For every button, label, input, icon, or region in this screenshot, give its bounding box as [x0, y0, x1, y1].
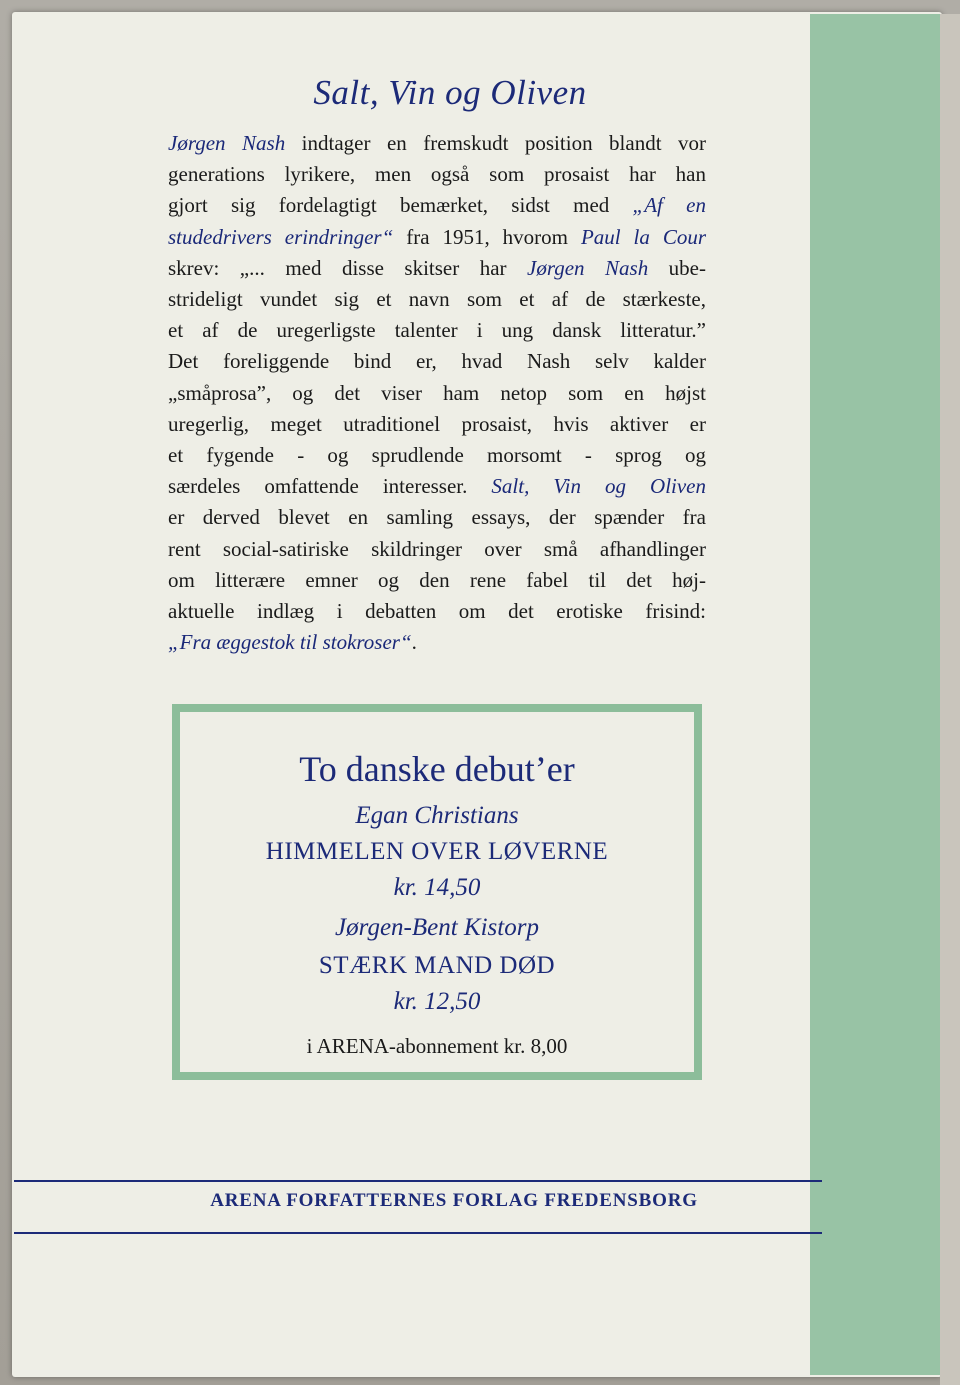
text-run: „småprosa”, og det viser ham netop som en højst	[168, 380, 706, 405]
italic-run: Jørgen Nash	[527, 255, 649, 280]
italic-run: Paul la Cour	[580, 224, 706, 249]
text-run: rent social-satiriske skildringer over små afhandlinger	[168, 536, 706, 561]
blurb-line	[168, 565, 706, 596]
blurb-line	[168, 315, 706, 346]
book-title-entry: STÆRK MAND DØD	[318, 952, 556, 979]
text-run: Det foreliggende bind er, hvad Nash selv kalder	[168, 349, 706, 374]
text-run: et af de uregerligste talenter i ung dansk litteratur.”	[168, 318, 706, 343]
blurb-line	[168, 440, 706, 471]
text-run: uregerlig, meget utraditionel prosaist, hvis aktiver er	[168, 411, 706, 436]
blurb-line	[168, 409, 706, 440]
advertisement-box	[172, 704, 702, 1080]
text-run: indtager en fremskudt position blandt vor	[285, 131, 707, 155]
blurb-line	[168, 284, 706, 315]
green-spine-stripe	[810, 14, 942, 1375]
blurb-line	[168, 159, 706, 190]
subscription-price: i ARENA-abonnement kr. 8,00	[306, 1034, 568, 1058]
book-price: kr. 14,50	[393, 874, 481, 901]
italic-run: „Fra æggestok til stokroser“	[168, 630, 412, 655]
publisher-name: ARENA FORFATTERNES FORLAG FREDENSBORG	[210, 1190, 698, 1211]
blurb-line	[168, 627, 706, 658]
blurb-line	[168, 471, 706, 502]
text-run: særdeles omfattende interesser.	[168, 474, 492, 499]
text-run: fra 1951, hvorom	[393, 224, 581, 249]
text-run: strideligt vundet sig et navn som et af de stærkeste,	[168, 287, 706, 312]
book-price: kr. 12,50	[393, 988, 481, 1015]
text-run: aktuelle indlæg i debatten om det erotiske frisind:	[168, 599, 706, 624]
italic-run: studedrivers erindringer“	[168, 224, 394, 249]
book-title: Salt, Vin og Oliven	[313, 73, 587, 112]
blurb-line	[168, 596, 706, 627]
text-run: ube-	[648, 255, 706, 280]
italic-run: Jørgen Nash	[168, 131, 286, 155]
text-run: skrev: „... med disse skitser har	[168, 255, 528, 280]
blurb-line	[168, 190, 706, 221]
text-run: gjort sig fordelagtigt bemærket, sidst med	[168, 193, 633, 218]
blurb-line	[168, 502, 706, 533]
blurb-line	[168, 378, 706, 409]
blurb-line	[168, 346, 706, 377]
author-name: Jørgen-Bent Kistorp	[335, 914, 539, 941]
text-run: .	[411, 630, 417, 655]
blurb-line	[168, 534, 706, 565]
blurb-line	[168, 128, 706, 159]
blurb-line	[168, 222, 706, 253]
text-run: generations lyrikere, men også som prosaist har han	[168, 162, 706, 187]
author-name: Egan Christians	[355, 802, 519, 829]
blurb-line	[168, 253, 706, 284]
italic-run: „Af en	[632, 193, 706, 218]
italic-run: Salt, Vin og Oliven	[491, 474, 706, 499]
box-heading: To danske debut’er	[299, 749, 575, 789]
book-title-entry: HIMMELEN OVER LØVERNE	[265, 838, 609, 865]
blurb-text	[168, 128, 706, 658]
text-run: er derved blevet en samling essays, der spænder fra	[168, 505, 706, 530]
divider-rule	[14, 1180, 822, 1182]
spine-edge	[940, 14, 960, 1385]
divider-rule	[14, 1232, 822, 1234]
text-run: om litterære emner og den rene fabel til det høj-	[168, 567, 706, 592]
text-run: et fygende - og sprudlende morsomt - sprog og	[168, 443, 706, 468]
